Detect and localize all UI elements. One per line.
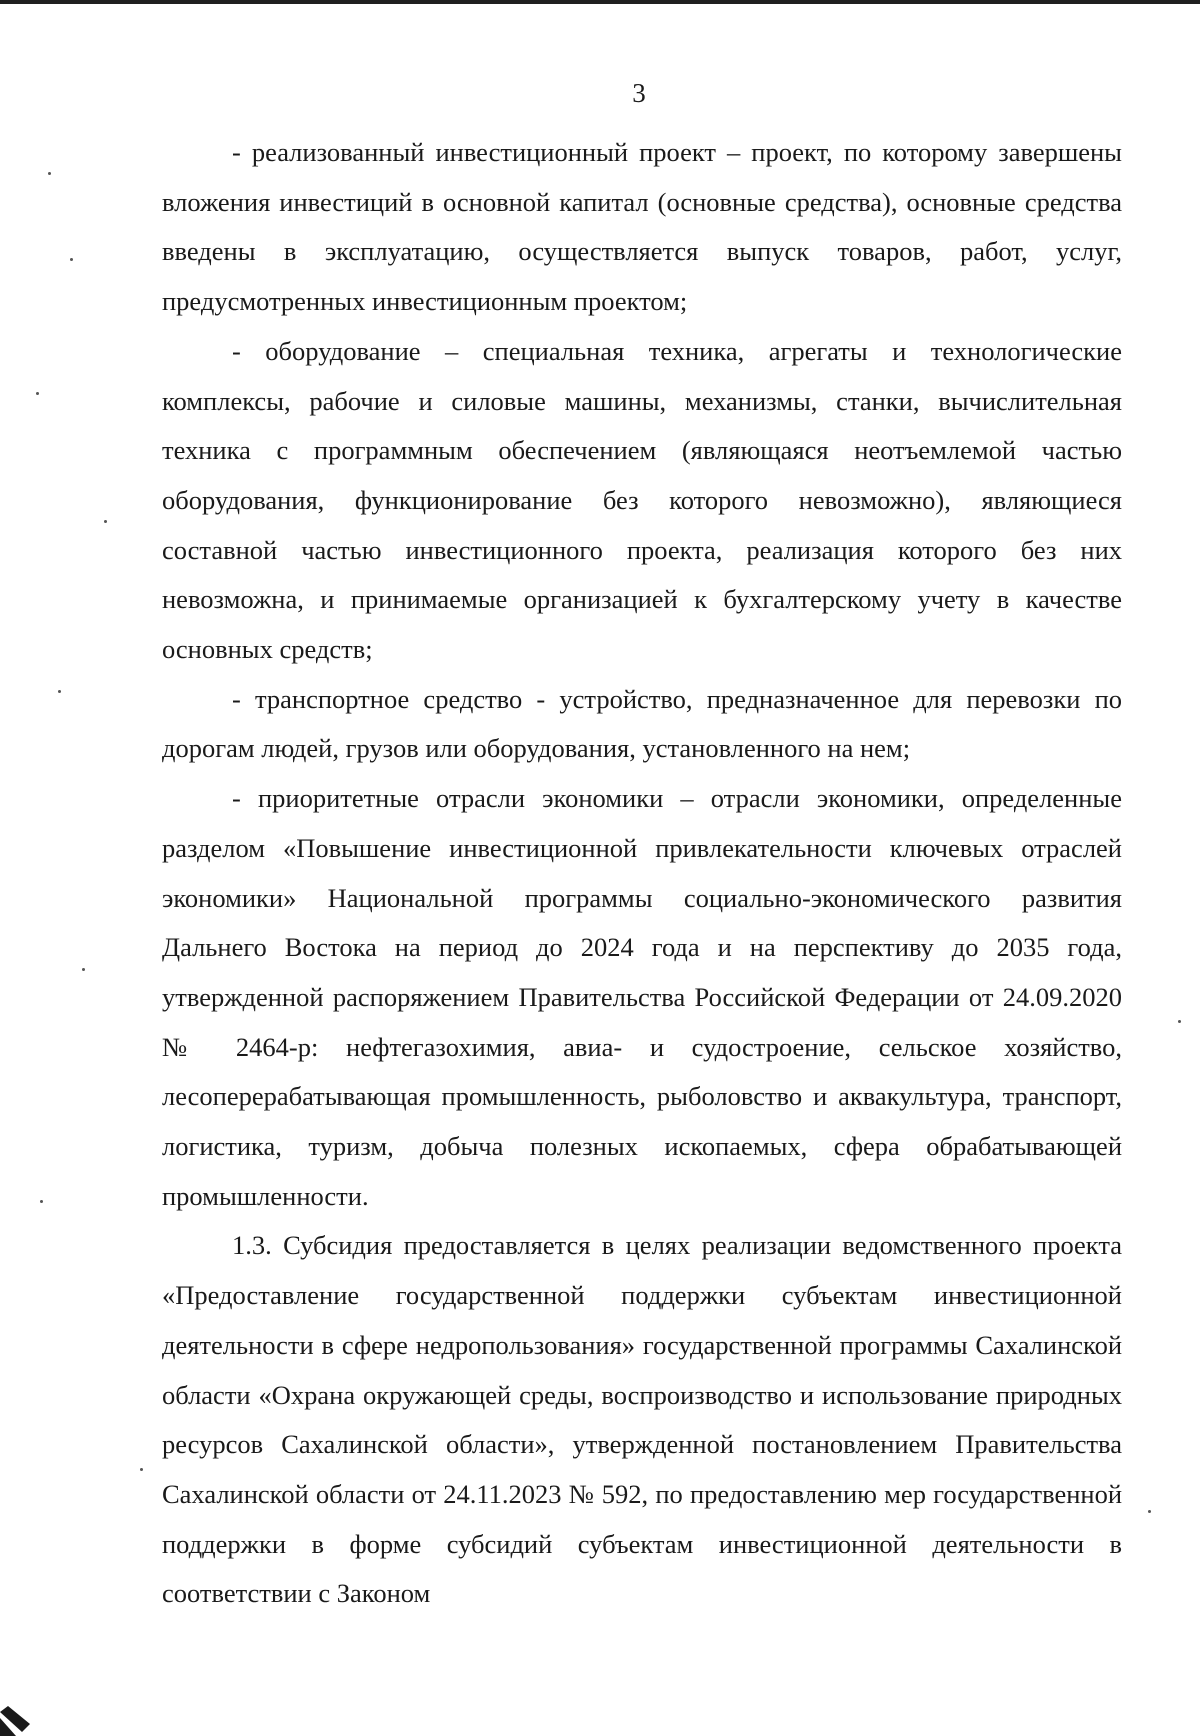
paragraph-priority-industries: - приоритетные отрасли экономики – отрасли экономики, определенные разделом «Повышение инвестиционной привлекательности ключевых отраслей экономики» Национальной программы социально-экономического развития Дальнего Востока на период до 2024 года и на перспективу до 2035 года, утвержденной распоряжением Правительства Российской Федерации от 24.09.2020 № 2464-р: нефтегазохимия, авиа- и судостроение, сельское хозяйство, лесоперерабатывающая промышленность, рыболовство и аквакультура, транспорт, логистика, туризм, добыча полезных ископаемых, сфера обрабатывающей промышленности.: [162, 783, 1122, 1211]
scan-speck: [104, 520, 107, 523]
paragraph-equipment: - оборудование – специальная техника, агрегаты и технологические комплексы, рабочие и силовые машины, механизмы, станки, вычислительная техника с программным обеспечением (являющаяся неотъемлемой частью оборудования, функционирование без которого невозможно), являющиеся составной частью инвестиционного проекта, реализация которого без них невозможна, и принимаемые организацией к бухгалтерскому учету в качестве основных средств;: [162, 335, 1122, 665]
paragraph-realized-project: - реализованный инвестиционный проект – проект, по которому завершены вложения инвестиций в основной капитал (основные средства), основные средства введены в эксплуатацию, осуществляется выпуск товаров, работ, услуг, предусмотренных инвестиционным проектом;: [162, 137, 1122, 317]
scan-speck: [36, 392, 39, 395]
scan-speck: [70, 258, 73, 261]
scan-speck: [1178, 1020, 1181, 1023]
scan-speck: [48, 172, 51, 175]
page-number: 3: [632, 78, 646, 108]
scan-speck: [40, 1200, 43, 1203]
scan-speck: [82, 968, 85, 971]
document-body: [162, 128, 1122, 1619]
scan-speck: [58, 690, 61, 693]
paragraph-1-3-subsidy: 1.3. Субсидия предоставляется в целях реализации ведомственного проекта «Предоставление государственной поддержки субъектам инвестиционной деятельности в сфере недропользования» государственной программы Сахалинской области «Охрана окружающей среды, воспроизводство и использование природных ресурсов Сахалинской области», утвержденной постановлением Правительства Сахалинской области от 24.11.2023 № 592, по предоставлению мер государственной поддержки в форме субсидий субъектам инвестиционной деятельности в соответствии с Законом: [162, 1230, 1122, 1609]
paragraph-vehicle: - транспортное средство - устройство, предназначенное для перевозки по дорогам людей, грузов или оборудования, установленного на нем;: [162, 683, 1122, 764]
top-scan-rule: [0, 0, 1200, 4]
scan-speck: [1148, 1510, 1151, 1513]
scan-corner-mark: [0, 1702, 40, 1736]
scan-speck: [140, 1468, 143, 1471]
